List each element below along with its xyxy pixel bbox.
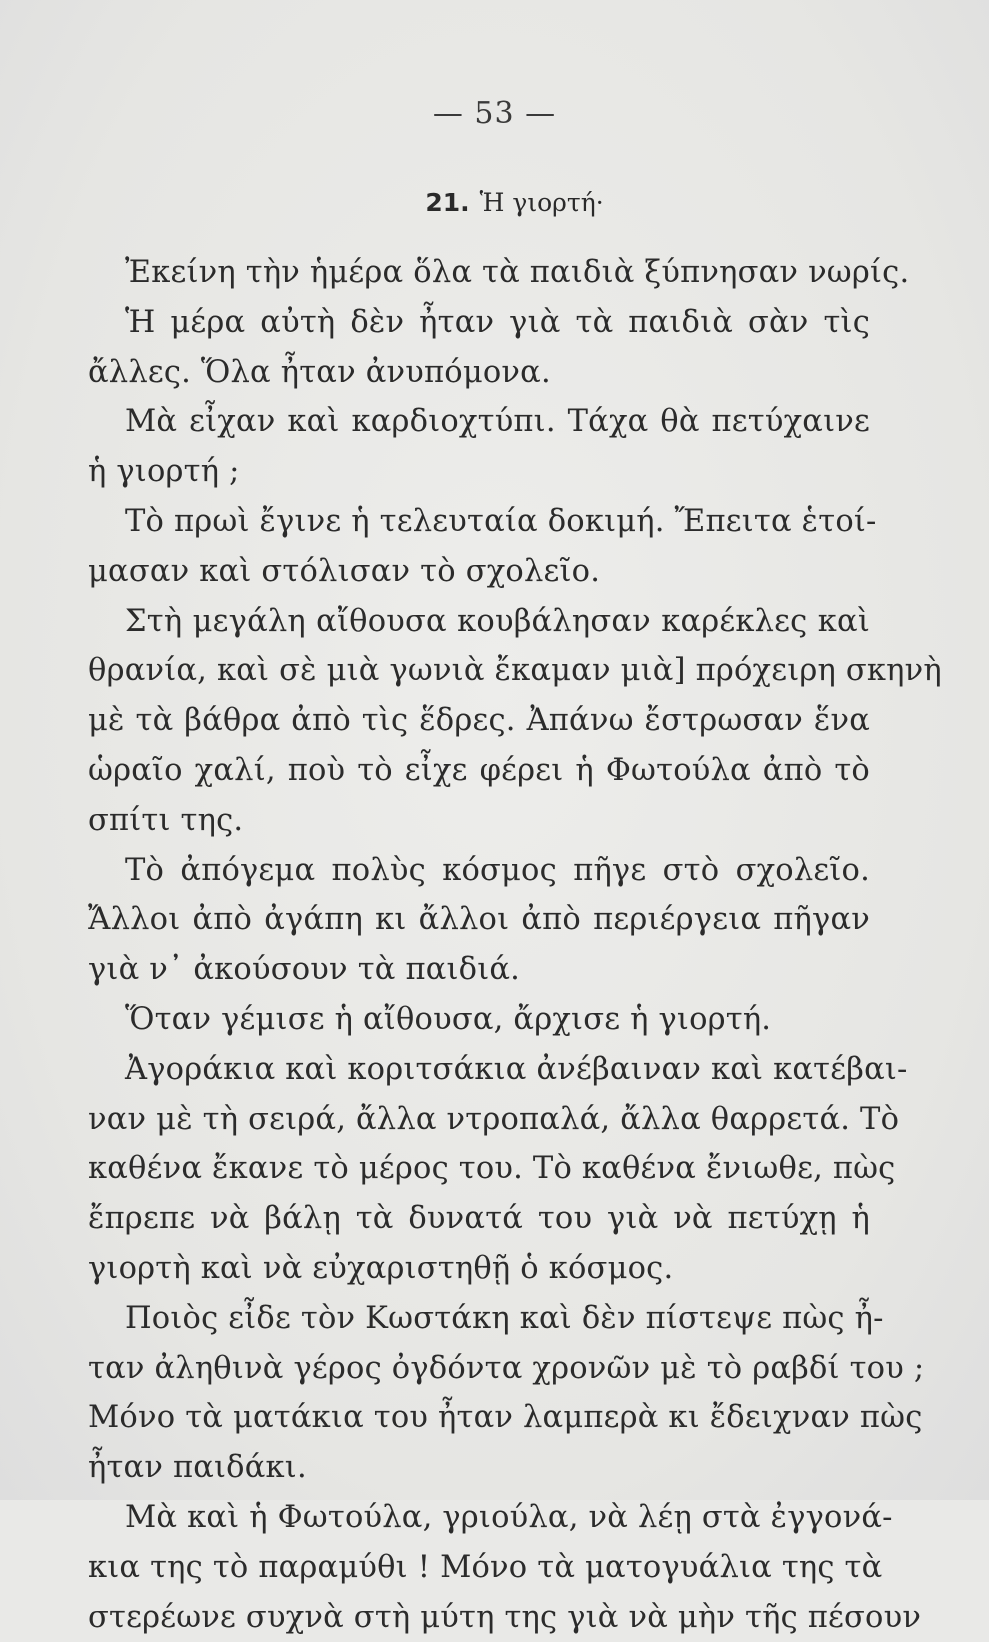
text-line: ἄλλες. Ὅλα ἦταν ἀνυπόμονα.	[88, 354, 551, 390]
text-line: ἔπρεπε νὰ βάλῃ τὰ δυνατά του γιὰ νὰ πετύχῃ ἡ	[88, 1201, 870, 1237]
text-line: Τὸ πρωὶ ἔγινε ἡ τελευταία δοκιμή. Ἔπειτα ἑτοί-	[125, 503, 877, 539]
text-line: ναν μὲ τὴ σειρά, ἄλλα ντροπαλά, ἄλλα θαρρετά. Τὸ	[88, 1101, 900, 1137]
text-line: Ὅταν γέμισε ἡ αἴθουσα, ἄρχισε ἡ γιορτή.	[125, 1001, 772, 1037]
text-line: Ἄλλοι ἀπὸ ἀγάπη κι ἄλλοι ἀπὸ περιέργεια πῆγαν	[88, 902, 870, 938]
text-line: θρανία, καὶ σὲ μιὰ γωνιὰ ἔκαμαν μιὰ] πρόχειρη σκηνὴ	[88, 653, 942, 689]
text-line: Μόνο τὰ ματάκια του ἦταν λαμπερὰ κι ἔδειχναν πὼς	[88, 1400, 923, 1436]
text-line: στερέωνε συχνὰ στὴ μύτη της γιὰ νὰ μὴν τῆς πέσουν	[88, 1599, 922, 1635]
text-line: ὡραῖο χαλί, ποὺ τὸ εἶχε φέρει ἡ Φωτούλα ἀπὸ τὸ	[88, 752, 870, 788]
text-line: σπίτι της.	[88, 802, 244, 838]
text-line: Στὴ μεγάλη αἴθουσα κουβάλησαν καρέκλες καὶ	[125, 603, 870, 639]
text-line: Ἀγοράκια καὶ κοριτσάκια ἀνέβαιναν καὶ κατέβαι-	[125, 1051, 908, 1087]
chapter-heading	[0, 188, 989, 217]
text-line: γιὰ ν᾽ ἀκούσουν τὰ παιδιά.	[88, 952, 521, 988]
text-line: Μὰ εἶχαν καὶ καρδιοχτύπι. Τάχα θὰ πετύχαινε	[125, 404, 870, 440]
text-line: μασαν καὶ στόλισαν τὸ σχολεῖο.	[88, 553, 601, 589]
text-line: Ποιὸς εἶδε τὸν Κωστάκη καὶ δὲν πίστεψε πὼς ἦ-	[125, 1300, 884, 1336]
text-line: Ἡ μέρα αὐτὴ δὲν ἦταν γιὰ τὰ παιδιὰ σὰν τὶς	[125, 304, 870, 340]
text-line: Τὸ ἀπόγεμα πολὺς κόσμος πῆγε στὸ σχολεῖο.	[125, 852, 870, 888]
text-line: ταν ἀληθινὰ γέρος ὀγδόντα χρονῶν μὲ τὸ ραβδί του ;	[88, 1350, 925, 1386]
text-line: κια της τὸ παραμύθι ! Μόνο τὰ ματογυάλια της τὰ	[88, 1549, 883, 1585]
text-line: Ἐκείνη τὴν ἡμέρα ὅλα τὰ παιδιὰ ξύπνησαν νωρίς.	[125, 255, 910, 290]
text-line: γιορτὴ καὶ νὰ εὐχαριστηθῇ ὁ κόσμος.	[88, 1250, 674, 1286]
text-line: Μὰ καὶ ἡ Φωτούλα, γριούλα, νὰ λέῃ στὰ ἐγγονά-	[125, 1499, 893, 1535]
body-text	[88, 248, 942, 1642]
text-line: ἡ γιορτή ;	[88, 454, 240, 490]
chapter-title: Ἡ γιορτή·	[479, 188, 604, 217]
chapter-number: 21.	[425, 188, 470, 217]
text-line: μὲ τὰ βάθρα ἀπὸ τὶς ἕδρες. Ἀπάνω ἔστρωσαν ἕνα	[88, 703, 870, 739]
page-number: — 53 —	[432, 96, 557, 131]
text-line: καθένα ἔκανε τὸ μέρος του. Τὸ καθένα ἔνιωθε, πὼς	[88, 1151, 896, 1187]
text-line: ἦταν παιδάκι.	[88, 1450, 307, 1486]
